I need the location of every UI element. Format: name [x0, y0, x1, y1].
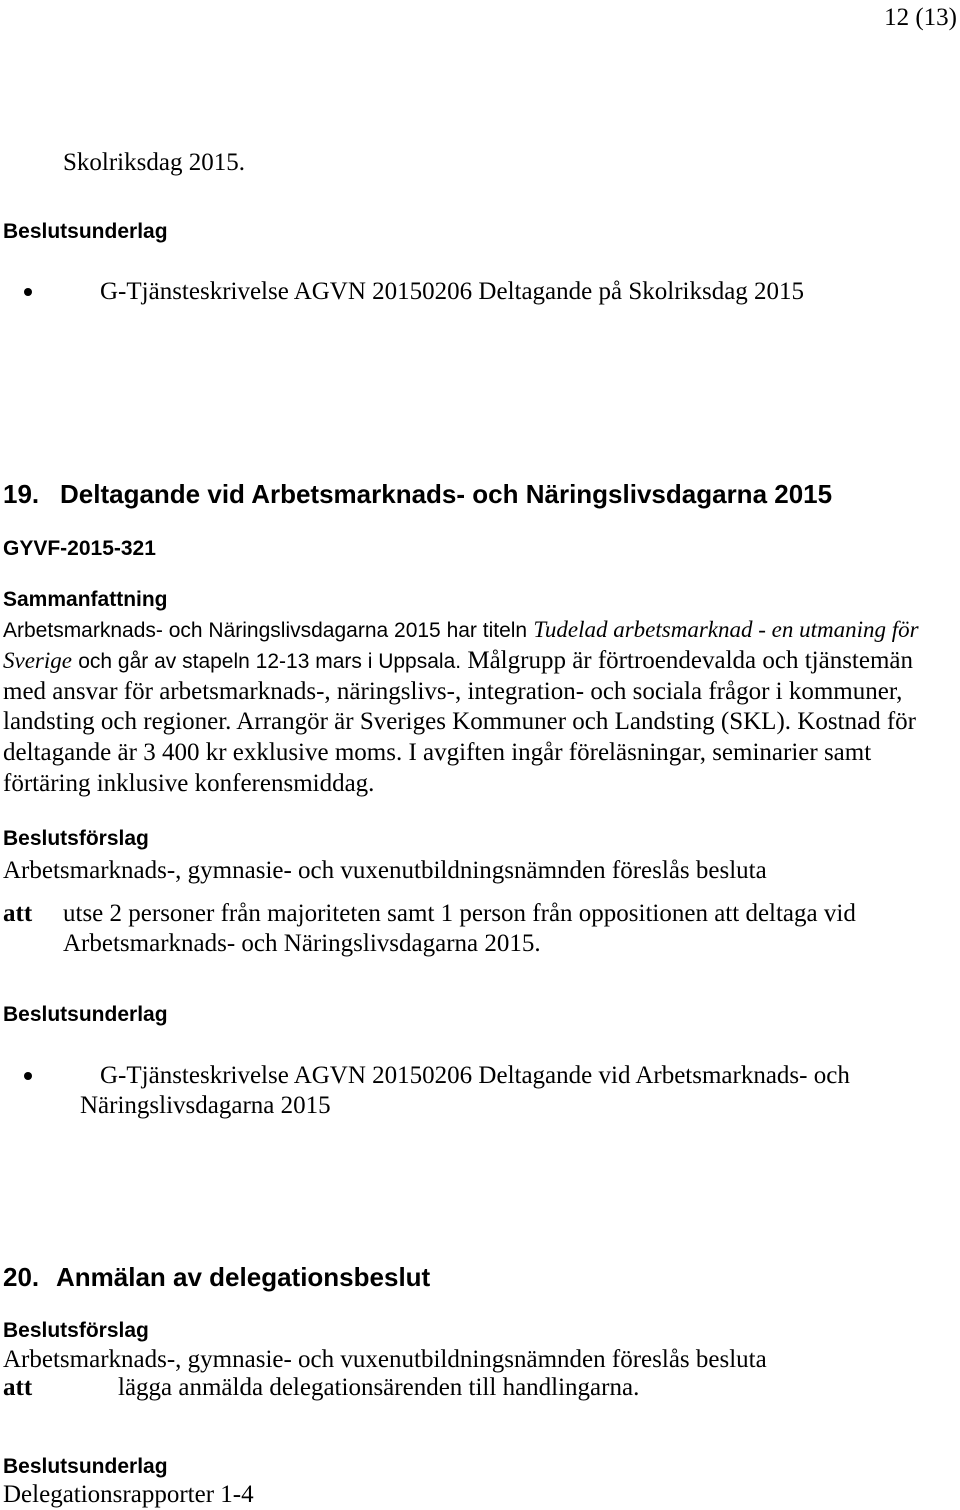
summary-line: med ansvar för arbetsmarknads-, näringslivs-, integration- och sociala frågor i kommuner,: [3, 678, 903, 705]
case-number: GYVF-2015-321: [3, 537, 156, 560]
item-title: Anmälan av delegationsbeslut: [56, 1262, 431, 1292]
item-title: Deltagande vid Arbetsmarknads- och Näringslivsdagarna 2015: [60, 479, 833, 509]
summary-heading: Sammanfattning: [3, 588, 168, 611]
proposal-intro: Arbetsmarknads-, gymnasie- och vuxenutbildningsnämnden föreslås besluta: [3, 857, 767, 884]
summary-line: landsting och regioner. Arrangör är Sveriges Kommuner och Landsting (SKL). Kostnad för: [3, 708, 916, 735]
basis-heading: Beslutsunderlag: [3, 220, 168, 243]
decision-att-label: att: [3, 1374, 33, 1401]
summary-event-title-italic: Sverige: [3, 648, 72, 673]
basis-heading: Beslutsunderlag: [3, 1003, 168, 1026]
decision-text-line: utse 2 personer från majoriteten samt 1 person från oppositionen att deltaga vid: [63, 900, 856, 927]
summary-event-title-italic: Tudelad arbetsmarknad - en utmaning för: [533, 617, 919, 642]
previous-item-text: Skolriksdag 2015.: [63, 149, 245, 176]
basis-list-item: G-Tjänsteskrivelse AGVN 20150206 Deltagande på Skolriksdag 2015: [100, 278, 805, 305]
proposal-intro: Arbetsmarknads-, gymnasie- och vuxenutbildningsnämnden föreslås besluta: [3, 1346, 767, 1373]
decision-att-label: att: [3, 900, 33, 927]
page-number: 12 (13): [884, 4, 957, 31]
summary-text-segment: Målgrupp är förtroendevalda och tjänstemän: [467, 647, 914, 674]
proposal-heading: Beslutsförslag: [3, 827, 149, 850]
summary-line: deltagande är 3 400 kr exklusive moms. I avgiften ingår föreläsningar, seminarier samt: [3, 739, 872, 766]
basis-heading: Beslutsunderlag: [3, 1455, 168, 1478]
basis-list-item-continuation: Näringslivsdagarna 2015: [80, 1092, 331, 1119]
bullet-icon: [24, 288, 32, 296]
proposal-heading: Beslutsförslag: [3, 1319, 149, 1342]
summary-text-segment: Arbetsmarknads- och Näringslivsdagarna 2015 har titeln: [3, 619, 528, 642]
summary-line: [3, 647, 913, 675]
basis-list-item: G-Tjänsteskrivelse AGVN 20150206 Deltagande vid Arbetsmarknads- och: [100, 1062, 850, 1089]
item-number: 19.: [3, 479, 40, 509]
decision-text-line: lägga anmälda delegationsärenden till handlingarna.: [118, 1374, 640, 1401]
summary-text-segment: och går av stapeln 12-13 mars i Uppsala.: [78, 650, 462, 673]
summary-line: förtäring inklusive konferensmiddag.: [3, 770, 375, 797]
basis-text: Delegationsrapporter 1-4: [3, 1481, 254, 1508]
summary-line: [3, 616, 919, 644]
item-number: 20.: [3, 1262, 40, 1292]
decision-text-line: Arbetsmarknads- och Näringslivsdagarna 2015.: [63, 930, 541, 957]
bullet-icon: [24, 1072, 32, 1080]
